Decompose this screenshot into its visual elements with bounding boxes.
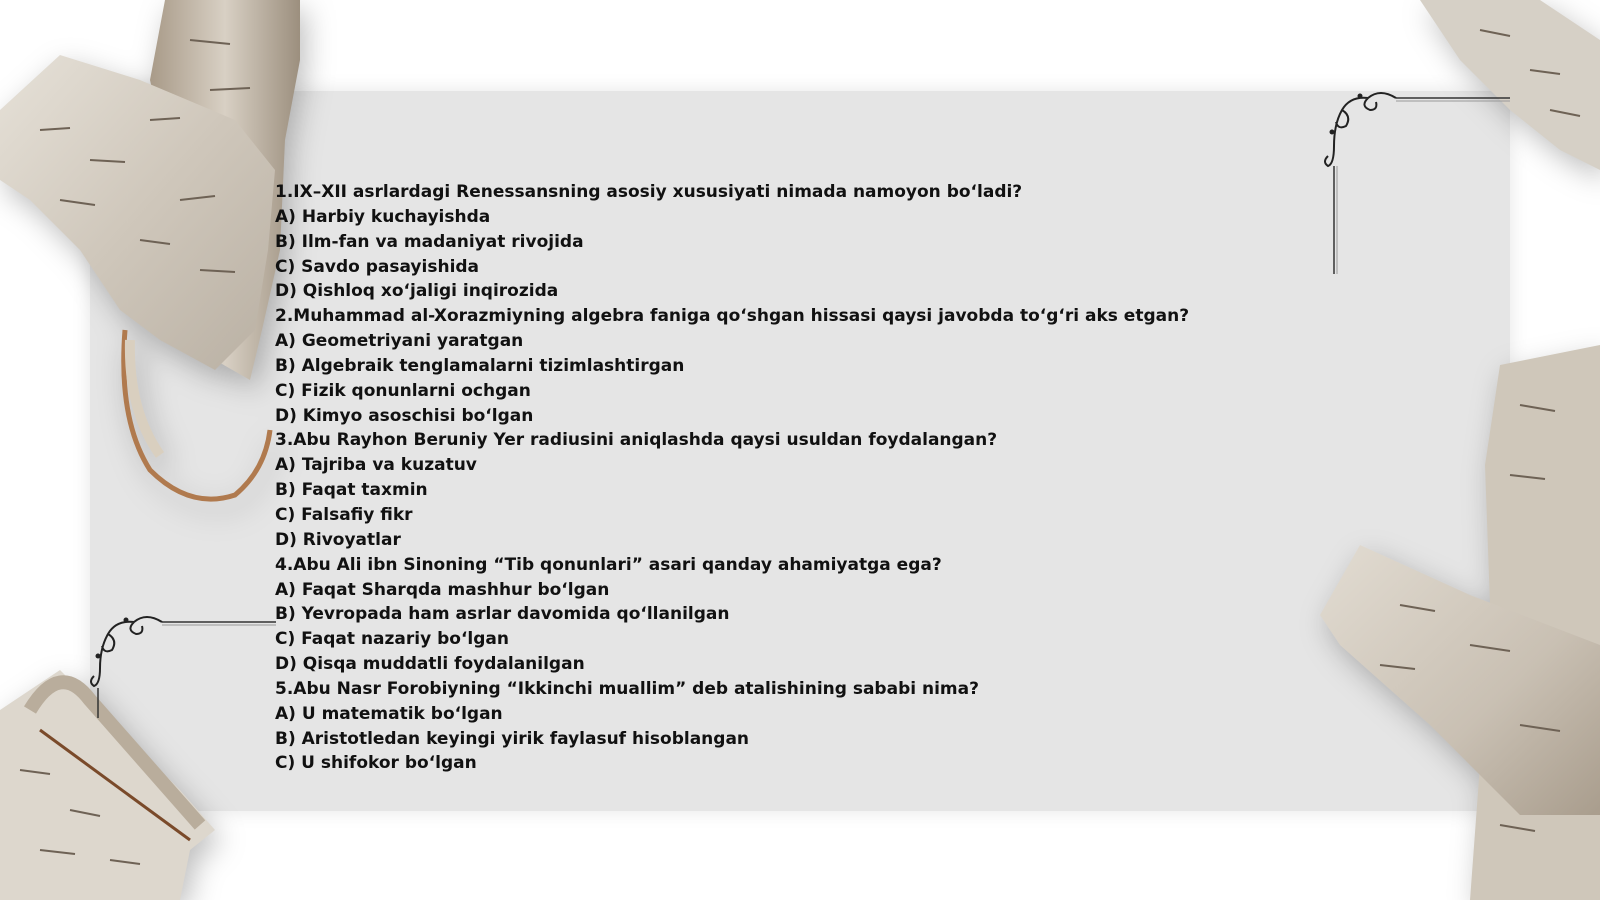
birch-bark-top-left-icon	[0, 0, 310, 520]
question-4-option-b: B) Yevropada ham asrlar davomida qo‘llanilgan	[275, 604, 730, 625]
question-4-option-c: C) Faqat nazariy bo‘lgan	[275, 629, 509, 650]
question-4-option-a: A) Faqat Sharqda mashhur bo‘lgan	[275, 579, 610, 600]
flourish-corner-top-right-icon	[1320, 86, 1520, 276]
question-2-option-c: C) Fizik qonunlarni ochgan	[275, 380, 531, 401]
question-4: 4.Abu Ali ibn Sinoning “Tib qonunlari” asari qanday ahamiyatga ega?	[275, 554, 942, 575]
question-3-option-b: B) Faqat taxmin	[275, 480, 428, 501]
birch-bark-right-icon	[1320, 345, 1600, 900]
question-1-option-a: A) Harbiy kuchayishda	[275, 206, 491, 227]
question-1-option-b: B) Ilm-fan va madaniyat rivojida	[275, 231, 584, 252]
question-4-option-d: D) Qisqa muddatli foydalanilgan	[275, 654, 585, 675]
question-2-option-a: A) Geometriyani yaratgan	[275, 331, 524, 352]
quiz-text	[275, 180, 1325, 776]
question-5-option-b: B) Aristotledan keyingi yirik faylasuf hisoblangan	[275, 728, 750, 749]
question-2-option-d: D) Kimyo asoschisi bo‘lgan	[275, 405, 534, 426]
question-5-option-a: A) U matematik bo‘lgan	[275, 703, 503, 724]
question-2: 2.Muhammad al-Xorazmiyning algebra faniga qo‘shgan hissasi qaysi javobda to‘g‘ri aks etgan?	[275, 306, 1190, 327]
flourish-corner-left-icon	[86, 610, 286, 720]
question-3-option-a: A) Tajriba va kuzatuv	[275, 455, 477, 476]
question-1-option-c: C) Savdo pasayishida	[275, 256, 480, 277]
question-3-option-c: C) Falsafiy fikr	[275, 504, 413, 525]
question-5: 5.Abu Nasr Forobiyning “Ikkinchi muallim” deb atalishining sababi nima?	[275, 678, 979, 699]
question-5-option-c: C) U shifokor bo‘lgan	[275, 753, 477, 774]
question-3-option-d: D) Rivoyatlar	[275, 529, 401, 550]
question-1: 1.IX–XII asrlardagi Renessansning asosiy xususiyati nimada namoyon bo‘ladi?	[275, 182, 1023, 202]
question-2-option-b: B) Algebraik tenglamalarni tizimlashtirgan	[275, 355, 685, 376]
question-1-option-d: D) Qishloq xo‘jaligi inqirozida	[275, 281, 559, 302]
question-3: 3.Abu Rayhon Beruniy Yer radiusini aniqlashda qaysi usuldan foydalangan?	[275, 430, 998, 451]
